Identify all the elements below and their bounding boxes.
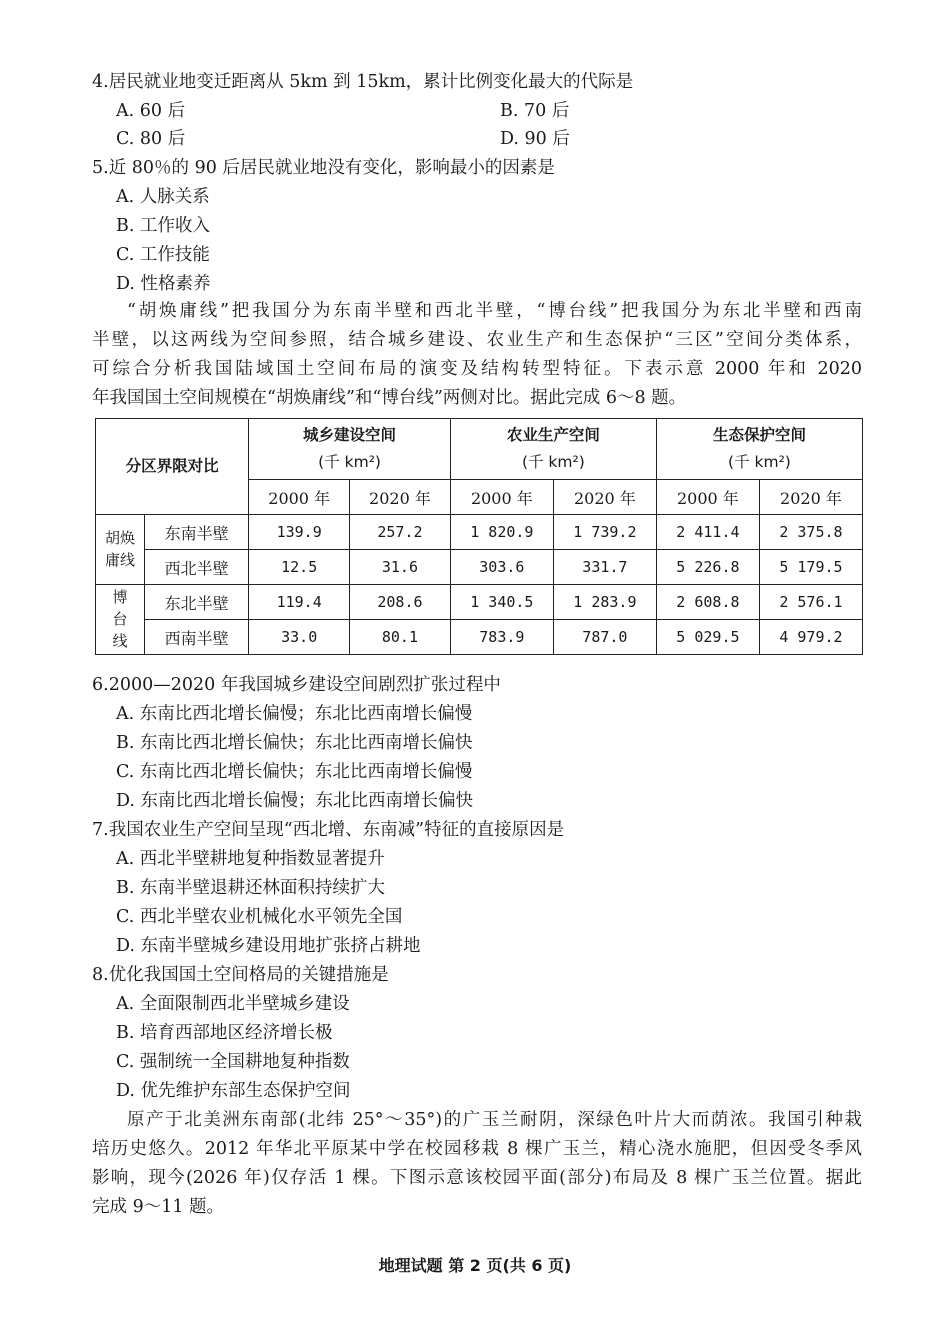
table-cell: 2 576.1 — [759, 585, 862, 620]
row-label: 西北半壁 — [145, 550, 249, 585]
table-header-urban: 城乡建设空间 (千 km²) — [249, 419, 451, 480]
year-header: 2020 年 — [759, 480, 862, 515]
passage2-line-3: 影响，现今(2026 年)仅存活 1 棵。下图示意该校园平面(部分)布局及 8 棵广玉兰位置。据此 — [92, 1168, 862, 1188]
q8-option-b: B. 培育西部地区经济增长极 — [116, 1023, 333, 1043]
q8-option-c: C. 强制统一全国耕地复种指数 — [116, 1052, 350, 1072]
q5-option-c: C. 工作技能 — [116, 245, 210, 265]
row-label: 西南半壁 — [145, 620, 249, 655]
q7-option-a: A. 西北半壁耕地复种指数显著提升 — [116, 849, 385, 869]
table-cell: 1 739.2 — [553, 515, 656, 550]
q6-stem: 6.2000—2020 年我国城乡建设空间剧烈扩张过程中 — [92, 675, 501, 695]
table-cell: 208.6 — [350, 585, 451, 620]
passage2-line-4: 完成 9～11 题。 — [92, 1197, 225, 1217]
table-cell: 12.5 — [249, 550, 350, 585]
table-cell: 331.7 — [553, 550, 656, 585]
table-cell: 787.0 — [553, 620, 656, 655]
q8-option-d: D. 优先维护东部生态保护空间 — [116, 1081, 351, 1101]
table-cell: 80.1 — [350, 620, 451, 655]
q4-option-a: A. 60 后 — [116, 101, 186, 121]
table-cell: 119.4 — [249, 585, 350, 620]
table-cell: 5 226.8 — [656, 550, 759, 585]
table-cell: 1 820.9 — [450, 515, 553, 550]
table-cell: 303.6 — [450, 550, 553, 585]
q4-option-b: B. 70 后 — [500, 101, 570, 121]
passage1-line-2: 半壁，以这两线为空间参照，结合城乡建设、农业生产和生态保护“三区”空间分类体系， — [92, 330, 862, 350]
q8-option-a: A. 全面限制西北半壁城乡建设 — [116, 994, 350, 1014]
group-label-hu: 胡焕庸线 — [96, 515, 145, 585]
year-header: 2000 年 — [656, 480, 759, 515]
passage1-line-4: 年我国国土空间规模在“胡焕庸线”和“博台线”两侧对比。据此完成 6～8 题。 — [92, 388, 687, 408]
table-cell: 139.9 — [249, 515, 350, 550]
q7-option-b: B. 东南半壁退耕还林面积持续扩大 — [116, 878, 385, 898]
q4-stem: 4.居民就业地变迁距离从 5km 到 15km，累计比例变化最大的代际是 — [92, 72, 634, 92]
table-cell: 2 608.8 — [656, 585, 759, 620]
passage1-line-1: “胡焕庸线”把我国分为东南半壁和西北半壁，“博台线”把我国分为东北半壁和西南 — [127, 301, 862, 321]
table-cell: 5 029.5 — [656, 620, 759, 655]
q5-option-b: B. 工作收入 — [116, 216, 210, 236]
table-cell: 4 979.2 — [759, 620, 862, 655]
group-label-bo: 博台线 — [96, 585, 145, 655]
table-corner-header: 分区界限对比 — [96, 419, 249, 515]
table-cell: 2 375.8 — [759, 515, 862, 550]
q7-option-d: D. 东南半壁城乡建设用地扩张挤占耕地 — [116, 936, 421, 956]
year-header: 2000 年 — [249, 480, 350, 515]
passage1-line-3: 可综合分析我国陆域国土空间布局的演变及结构转型特征。下表示意 2000 年和 2020 — [92, 359, 862, 379]
table-cell: 2 411.4 — [656, 515, 759, 550]
table-cell: 1 340.5 — [450, 585, 553, 620]
table-header-eco: 生态保护空间 (千 km²) — [656, 419, 862, 480]
q6-option-d: D. 东南比西北增长偏慢；东北比西南增长偏快 — [116, 791, 474, 811]
q8-stem: 8.优化我国国土空间格局的关键措施是 — [92, 965, 389, 985]
table-cell: 1 283.9 — [553, 585, 656, 620]
row-label: 东北半壁 — [145, 585, 249, 620]
year-header: 2020 年 — [553, 480, 656, 515]
q7-option-c: C. 西北半壁农业机械化水平领先全国 — [116, 907, 403, 927]
q6-option-c: C. 东南比西北增长偏快；东北比西南增长偏慢 — [116, 762, 473, 782]
row-label: 东南半壁 — [145, 515, 249, 550]
q5-option-a: A. 人脉关系 — [116, 187, 210, 207]
land-space-table — [95, 418, 863, 655]
q4-option-c: C. 80 后 — [116, 129, 186, 149]
table-cell: 257.2 — [350, 515, 451, 550]
q5-option-d: D. 性格素养 — [116, 274, 211, 294]
q6-option-b: B. 东南比西北增长偏快；东北比西南增长偏快 — [116, 733, 473, 753]
table-cell: 783.9 — [450, 620, 553, 655]
q6-option-a: A. 东南比西北增长偏慢；东北比西南增长偏慢 — [116, 704, 473, 724]
q5-stem: 5.近 80％的 90 后居民就业地没有变化，影响最小的因素是 — [92, 158, 555, 178]
table-cell: 5 179.5 — [759, 550, 862, 585]
table-header-agri: 农业生产空间 (千 km²) — [450, 419, 656, 480]
passage2-line-2: 培历史悠久。2012 年华北平原某中学在校园移栽 8 棵广玉兰，精心浇水施肥，但因受冬季风 — [92, 1139, 862, 1159]
q4-option-d: D. 90 后 — [500, 129, 570, 149]
passage2-line-1: 原产于北美洲东南部(北纬 25°～35°)的广玉兰耐阴，深绿色叶片大而荫浓。我国引种栽 — [127, 1110, 862, 1130]
table-cell: 31.6 — [350, 550, 451, 585]
year-header: 2000 年 — [450, 480, 553, 515]
year-header: 2020 年 — [350, 480, 451, 515]
page-footer: 地理试题 第 2 页(共 6 页) — [378, 1256, 572, 1275]
q7-stem: 7.我国农业生产空间呈现“西北增、东南减”特征的直接原因是 — [92, 820, 565, 840]
table-cell: 33.0 — [249, 620, 350, 655]
